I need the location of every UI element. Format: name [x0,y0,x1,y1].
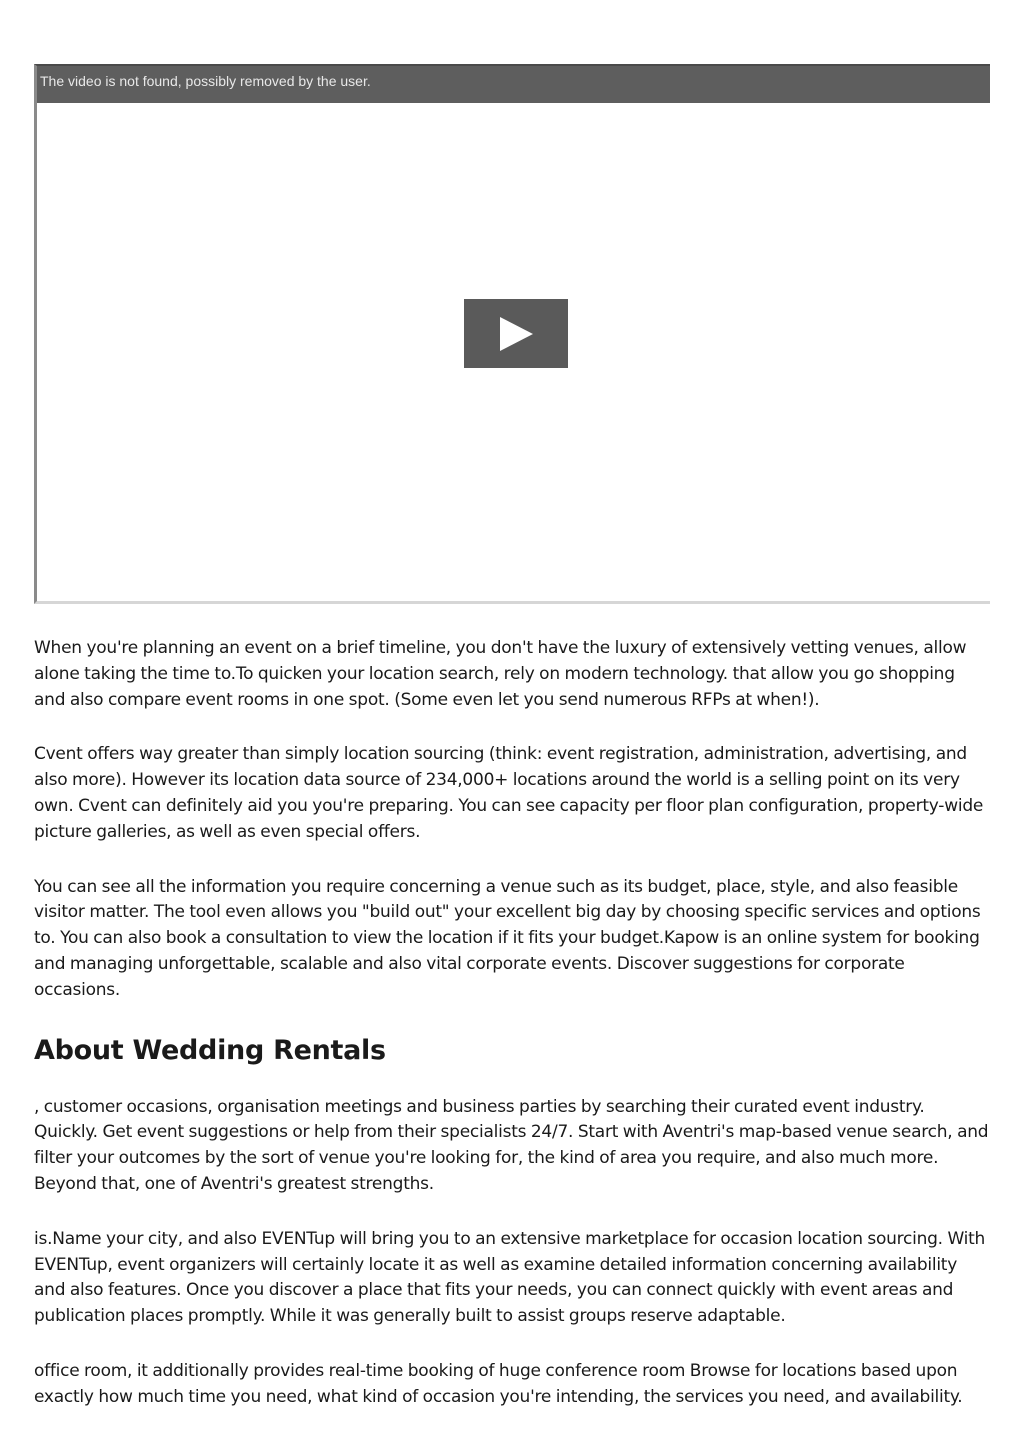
paragraph-intro-2: Cvent offers way greater than simply location sourcing (think: event registration, administration, advertising, and also more). However its location data source of 234,000+ locations around the world is a selling point on its very own. Cvent can definitely aid you you're preparing. You can see capacity per floor plan configuration, property-wide picture galleries, as well as even special offers. [34,744,984,842]
video-error-message: The video is not found, possibly removed by the user. [40,73,371,89]
paragraph-body-3: office room, it additionally provides real-time booking of huge conference room Browse for locations based upon exactly how much time you need, what kind of occasion you're intending, the services you need, and availability. [34,1360,963,1407]
paragraph-intro-1: When you're planning an event on a brief timeline, you don't have the luxury of extensively vetting venues, allow alone taking the time to.To quicken your location search, rely on modern technology. that allow you go shopping and also compare event rooms in one spot. (Some even let you send numerous RFPs at when!). [34,638,967,710]
article-body [34,636,989,1440]
video-player[interactable] [34,64,990,604]
paragraph-body-1: , customer occasions, organisation meetings and business parties by searching their curated event industry. Quickly. Get event suggestions or help from their specialists 24/7. Start with Aventri's map-based venue search, and filter your outcomes by the sort of venue you're looking for, the kind of area you require, and also much more. Beyond that, one of Aventri's greatest strengths. [34,1096,989,1194]
play-button[interactable] [464,299,568,368]
section-heading: About Wedding Rentals [34,1034,386,1066]
play-icon [500,317,533,351]
video-error-bar [37,66,990,103]
paragraph-intro-3: You can see all the information you require concerning a venue such as its budget, place, style, and also feasible visitor matter. The tool even allows you "build out" your excellent big day by choosing specific services and options to. You can also book a consultation to view the location if it fits your budget.Kapow is an online system for booking and managing unforgettable, scalable and also vital corporate events. Discover suggestions for corporate occasions. [34,876,981,1000]
paragraph-body-2: is.Name your city, and also EVENTup will bring you to an extensive marketplace for occasion location sourcing. With EVENTup, event organizers will certainly locate it as well as examine detailed information concerning availability and also features. Once you discover a place that fits your needs, you can connect quickly with event areas and publication places promptly. While it was generally built to assist groups reserve adaptable. [34,1228,986,1327]
